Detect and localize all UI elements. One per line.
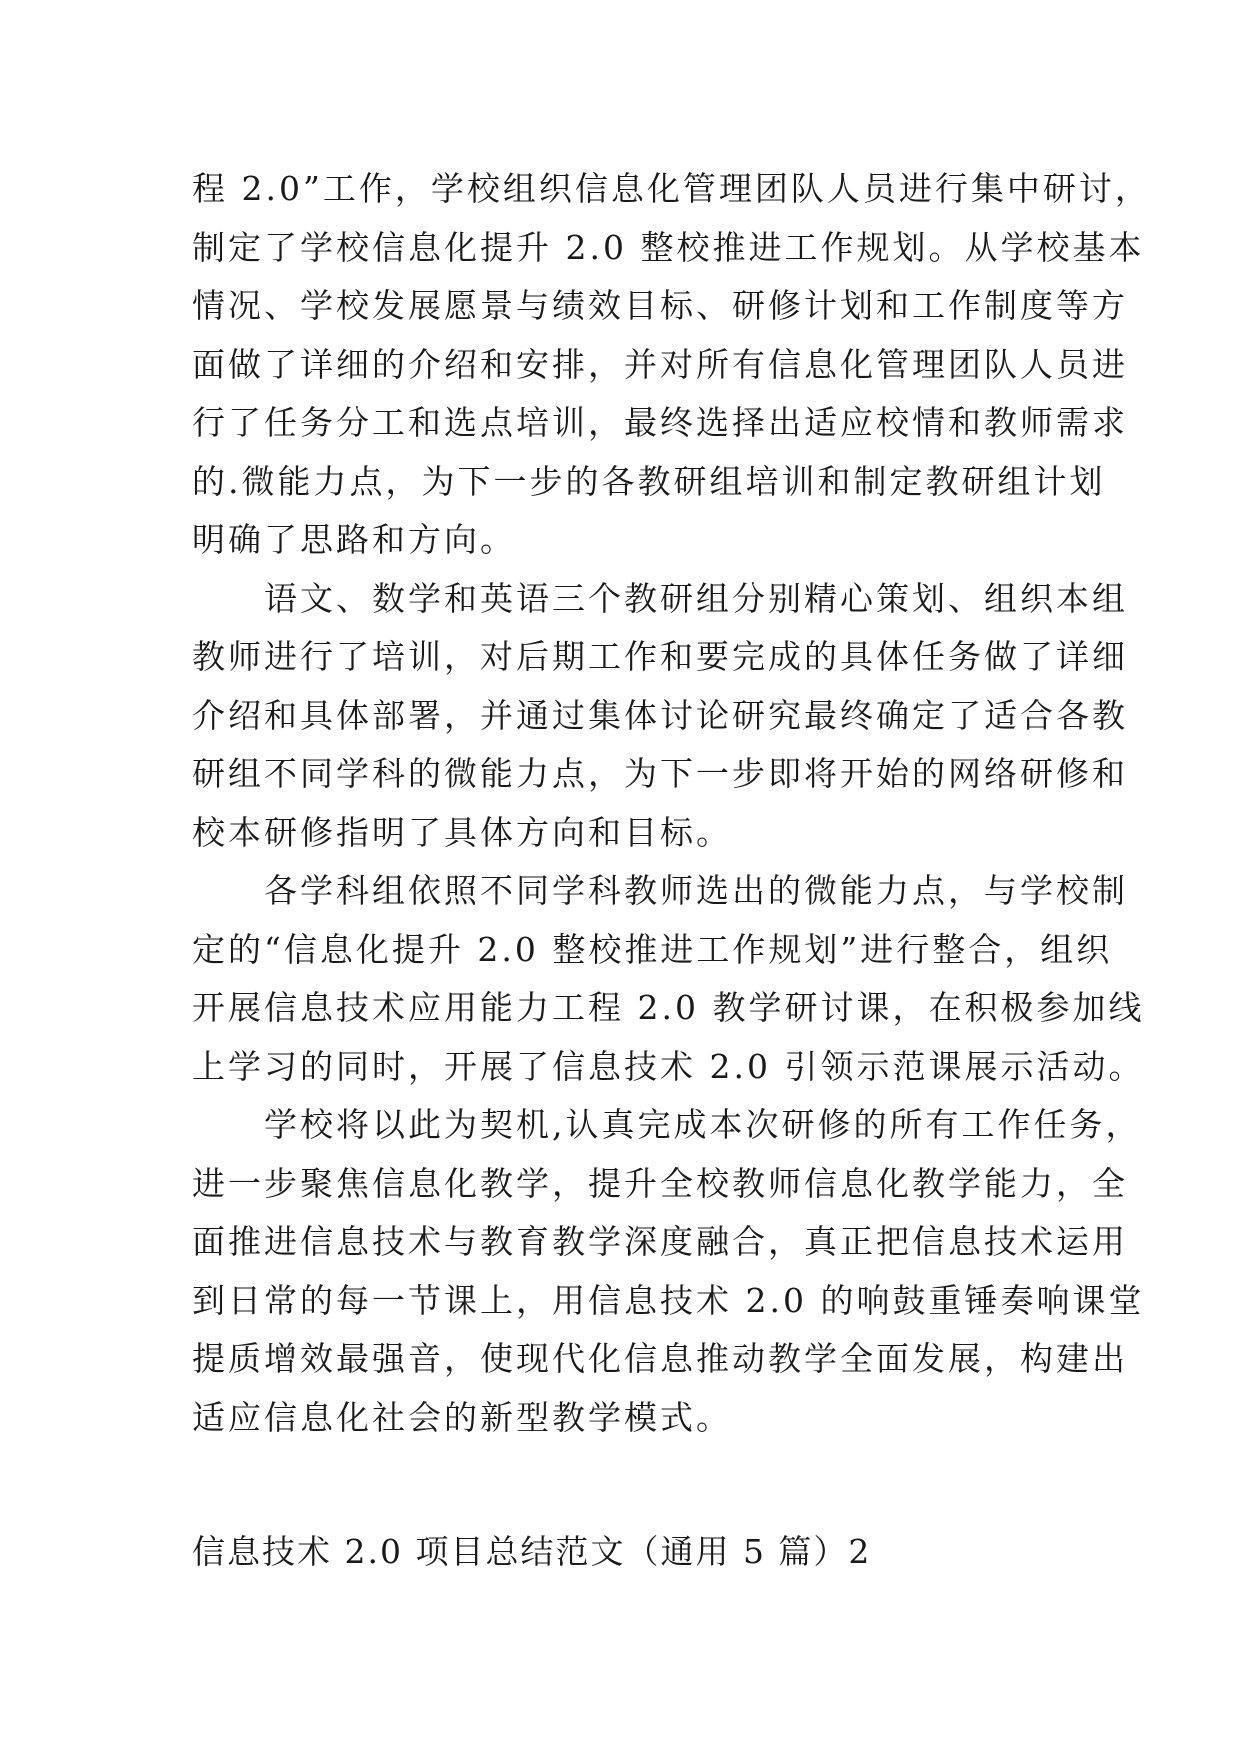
text-line: 校本研修指明了具体方向和目标。	[192, 812, 732, 852]
text-line: 教师进行了培训，对后期工作和要完成的具体任务做了详细	[192, 637, 1128, 676]
text-line: 上学习的同时，开展了信息技术 2.0 引领示范课展示活动。	[192, 1046, 1145, 1086]
text-line: 介绍和具体部署，并通过集体讨论研究最终确定了适合各教	[192, 695, 1128, 735]
text-line: 提质增效最强音，使现代化信息推动教学全面发展，构建出	[192, 1339, 1128, 1378]
paragraph	[192, 570, 1128, 863]
text-line: 定的“信息化提升 2.0 整校推进工作规划”进行整合，组织	[192, 929, 1113, 969]
text-line: 的.微能力点，为下一步的各教研组培训和制定教研组计划	[192, 461, 1106, 501]
text-line: 行了任务分工和选点培训，最终选择出适应校情和教师需求	[192, 403, 1128, 442]
text-line: 制定了学校信息化提升 2.0 整校推进工作规划。从学校基本	[192, 227, 1145, 267]
text-line: 研组不同学科的微能力点，为下一步即将开始的网络研修和	[192, 754, 1128, 793]
text-line: 适应信息化社会的新型教学模式。	[192, 1397, 732, 1437]
text-line: 面推进信息技术与教育教学深度融合，真正把信息技术运用	[192, 1222, 1128, 1261]
text-line: 进一步聚焦信息化教学，提升全校教师信息化教学能力，全	[192, 1163, 1128, 1203]
paragraph	[192, 160, 1151, 570]
text-line: 程 2.0”工作，学校组织信息化管理团队人员进行集中研讨，	[192, 169, 1151, 208]
text-line: 语文、数学和英语三个教研组分别精心策划、组织本组	[192, 578, 1128, 618]
text-line: 到日常的每一节课上，用信息技术 2.0 的响鼓重锤奏响课堂	[192, 1280, 1145, 1320]
text-line: 面做了详细的介绍和安排，并对所有信息化管理团队人员进	[192, 344, 1128, 384]
text-line: 各学科组依照不同学科教师选出的微能力点，与学校制	[192, 871, 1128, 910]
document-body	[192, 160, 1151, 1447]
paragraph	[192, 1096, 1145, 1447]
paragraph	[192, 862, 1145, 1096]
section-heading: 信息技术 2.0 项目总结范文（通用 5 篇）2	[192, 1532, 872, 1571]
text-line: 学校将以此为契机,认真完成本次研修的所有工作任务，	[192, 1105, 1142, 1144]
text-line: 情况、学校发展愿景与绩效目标、研修计划和工作制度等方	[192, 286, 1128, 325]
text-line: 开展信息技术应用能力工程 2.0 教学研讨课，在积极参加线	[192, 988, 1145, 1027]
text-line: 明确了思路和方向。	[192, 520, 516, 559]
